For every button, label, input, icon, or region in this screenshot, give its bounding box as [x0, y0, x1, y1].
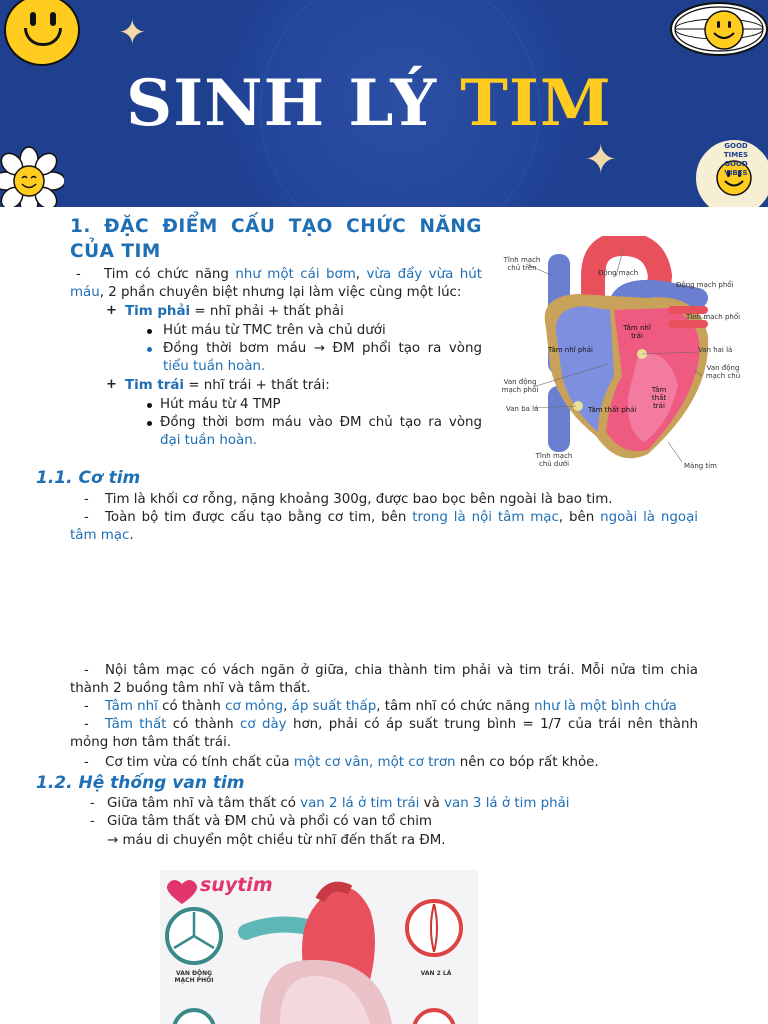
bullet-dot — [147, 347, 152, 352]
text: , tâm nhĩ có chức năng — [376, 699, 535, 714]
section-1-2-line-2: Giữa tâm thất và ĐM chủ và phổi có van tổ chim — [107, 814, 432, 829]
heart-label-left-ventricle: Tâm thất trái — [651, 386, 667, 410]
highlight: áp suất thấp — [291, 699, 377, 714]
text: và — [419, 796, 445, 811]
heart-label-right-ventricle: Tâm thất phải — [588, 406, 637, 414]
heart-label-ivc: Tĩnh mạch chủ dưới — [535, 452, 573, 468]
left-heart-line — [125, 377, 330, 395]
plus-bullet: + — [106, 303, 117, 318]
text: = nhĩ trái + thất trái: — [183, 378, 330, 393]
header-banner — [0, 0, 768, 207]
caption-mitral-valve: VAN 2 LÁ — [420, 970, 452, 977]
section-1-2-heading: 1.2. Hệ thống van tim — [36, 773, 245, 793]
highlight: Tâm nhĩ — [105, 699, 158, 714]
text: Đồng thời bơm máu vào ĐM chủ tạo ra vòng — [160, 415, 482, 430]
sparkle-icon: ✦ — [584, 137, 618, 183]
dash-bullet: - — [84, 492, 89, 507]
dash-bullet: - — [84, 755, 89, 770]
section-1-1-line-6 — [105, 754, 599, 772]
dash-bullet: - — [90, 814, 95, 829]
heart-label-tricuspid: Van ba lá — [506, 405, 539, 413]
section-1-1-heading: 1.1. Cơ tim — [36, 468, 141, 488]
highlight: van 3 lá ở tim phải — [444, 796, 570, 811]
left-heart-bullet-2 — [160, 414, 482, 450]
heart-label-pericardium: Màng tim — [684, 462, 717, 470]
section-1-1-line-1: Tim là khối cơ rỗng, nặng khoảng 300g, được bao bọc bên ngoài là bao tim. — [105, 492, 613, 507]
section-1-heading: 1. ĐẶC ĐIỂM CẤU TẠO CHỨC NĂNG CỦA TIM — [70, 216, 482, 262]
right-heart-label: Tim phải — [125, 304, 191, 319]
highlight: như một cái bơm — [235, 267, 356, 282]
highlight: trong là nội tâm mạc — [412, 510, 559, 525]
right-heart-bullet-2 — [163, 340, 482, 376]
text: = nhĩ phải + thất phải — [190, 304, 344, 319]
suytim-logo: suytim — [200, 874, 273, 896]
heart-anatomy-diagram — [498, 236, 768, 472]
dash-bullet: - — [90, 796, 95, 811]
section-1-2-line-3: → máu di chuyển một chiều từ nhĩ đến thất ra ĐM. — [107, 833, 446, 848]
highlight: cơ mỏng — [225, 699, 284, 714]
right-heart-line — [125, 303, 344, 321]
heart-label-aortic-valve: Van động mạch chủ — [705, 364, 741, 380]
bullet-dot — [147, 421, 152, 426]
heart-label-right-atrium: Tâm nhĩ phải — [548, 346, 593, 354]
text: Giữa tâm nhĩ và tâm thất có — [107, 796, 301, 811]
good-vibes-badge — [694, 138, 768, 207]
globe-smiley-sticker-icon — [670, 2, 768, 56]
bullet-dot — [147, 329, 152, 334]
heart-label-pulmonary-vein: Tĩnh mạch phổi — [686, 313, 741, 321]
caption-pulmonary-valve: VAN ĐỘNG MẠCH PHỔI — [174, 970, 214, 984]
section-1-1-line-3: Nội tâm mạc có vách ngăn ở giữa, chia thành tim phải và tim trái. Mỗi nửa tim chia thành 2 buồng tâm nhĩ và tâm thất. — [70, 663, 698, 696]
text: , — [355, 267, 367, 282]
banner-title-white: SINH LÝ — [126, 66, 437, 141]
heart-valves-image — [160, 870, 478, 1024]
text: có thành — [166, 717, 241, 732]
highlight: một cơ vân, một cơ trơn — [293, 755, 456, 770]
highlight: cơ dày — [240, 717, 287, 732]
text: hơn, phải có áp suất trung bình = 1/7 của trái nên thành mỏng hơn tâm thất trái. — [70, 717, 698, 750]
highlight: ngoài là ngoại tâm mạc — [70, 510, 699, 543]
plus-bullet: + — [106, 377, 117, 392]
heart-label-pulmonary-artery: Động mạch phổi — [676, 281, 734, 289]
section-1-intro — [70, 266, 482, 302]
text: nên co bóp rất khỏe. — [455, 755, 599, 770]
text: Tim có chức năng — [104, 267, 236, 282]
sparkle-icon: ✦ — [118, 13, 147, 53]
right-heart-bullet-1: Hút máu từ TMC trên và chủ dưới — [163, 323, 386, 338]
section-1-1-line-2 — [70, 509, 698, 545]
dash-bullet: - — [84, 699, 89, 714]
highlight: vừa đẩy vừa hút máu — [70, 267, 482, 300]
heart-label-left-atrium: Tâm nhĩ trái — [623, 324, 651, 340]
dash-bullet: - — [84, 663, 89, 678]
highlight: đại tuần hoàn. — [160, 433, 257, 448]
highlight: van 2 lá ở tim trái — [300, 796, 420, 811]
text: , — [283, 699, 292, 714]
highlight: tiểu tuần hoàn. — [163, 359, 266, 374]
heart-label-pulmonary-valve: Van động mạch phổi — [501, 378, 539, 394]
badge-text: GOOD TIMES GOOD VIBES — [723, 142, 749, 177]
heart-label-mitral: Van hai lá — [698, 346, 733, 354]
text: Toàn bộ tim được cấu tạo bằng cơ tim, bên — [105, 510, 413, 525]
dash-bullet: - — [76, 267, 81, 282]
daisy-sticker-icon — [0, 146, 64, 207]
heart-label-aorta: Động mạch — [598, 269, 639, 277]
heart-label-svc: Tĩnh mạch chủ trên — [503, 256, 541, 272]
section-1-1-line-5 — [70, 716, 698, 752]
dash-bullet: - — [84, 717, 89, 732]
text: , 2 phần chuyên biệt nhưng lại làm việc cùng một lúc: — [99, 285, 462, 300]
smiley-sticker-icon — [4, 0, 80, 66]
page-banner-title — [126, 66, 612, 141]
highlight: Tâm thất — [105, 717, 167, 732]
text: . — [129, 528, 134, 543]
highlight: như là một bình chứa — [534, 699, 677, 714]
section-1-1-line-4 — [105, 698, 677, 716]
text: Đồng thời bơm máu → ĐM phổi tạo ra vòng — [163, 341, 482, 356]
section-1-2-line-1 — [107, 795, 570, 813]
text: Cơ tim vừa có tính chất của — [105, 755, 294, 770]
bullet-dot — [147, 403, 152, 408]
banner-title-yellow: TIM — [460, 66, 612, 141]
dash-bullet: - — [84, 510, 89, 525]
text: , bên — [558, 510, 601, 525]
left-heart-bullet-1: Hút máu từ 4 TMP — [160, 397, 281, 412]
text: có thành — [157, 699, 226, 714]
left-heart-label: Tim trái — [125, 378, 184, 393]
